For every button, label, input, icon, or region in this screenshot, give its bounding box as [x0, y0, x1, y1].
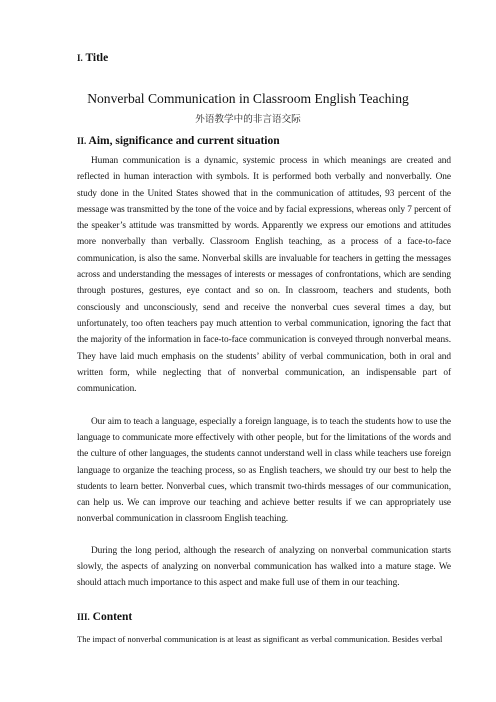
section-number: I. — [77, 53, 83, 63]
document-title: Nonverbal Communication in Classroom English Teaching — [87, 91, 409, 106]
paragraph-block — [77, 543, 451, 592]
section-number: III. — [77, 612, 90, 622]
section-heading-aim — [77, 134, 280, 148]
section-heading-content — [77, 610, 132, 624]
chinese-title: 外语教学中的非言语交际 — [195, 114, 301, 125]
section-heading-title — [77, 51, 108, 65]
section-heading-text: Title — [85, 52, 109, 64]
content-paragraph: The impact of nonverbal communication is at least as significant as verbal communication. Besides verbal — [77, 634, 443, 644]
paragraph: Our aim to teach a language, especially a foreign language, is to teach the students how to use the language to communicate more effectively with other people, but for the limitations of the words and the culture of other languages, the students cannot understand well in class while teachers use foreign language to organize the teaching process, so as English teachers, we should try our best to help the students to learn better. Nonverbal cues, which transmit two-thirds messages of our communication, can help us. We can improve our teaching and achieve better results if we can appropriately use nonverbal communication in classroom English teaching. — [77, 417, 451, 525]
paragraph: Human communication is a dynamic, systemic process in which meanings are created and reflected in human interaction with symbols. It is performed both verbally and nonverbally. One study done in the United States showed that in the communication of attitudes, 93 percent of the message was transmitted by the tone of the voice and by facial expressions, whereas only 7 percent of the speaker’s attitude was transmitted by words. Apparently we express our emotions and attitudes more nonverbally than verbally. Classroom English teaching, as a process of a face-to-face communication, is also the same. Nonverbal skills are invaluable for teachers in getting the messages across and understanding the messages of interests or messages of confrontations, which are sending through postures, gestures, eye contact and so on. In classroom, teachers and students, both consciously and unconsciously, send and receive the nonverbal cues several times a day, but unfortunately, too often teachers pay much attention to verbal communication, ignoring the fact that the majority of the information in face-to-face communication is conveyed through nonverbal means. They have laid much emphasis on the students’ ability of verbal communication, both in oral and written form, while neglecting that of nonverbal communication, an indispensable part of communication. — [77, 156, 451, 395]
section-heading-text: Aim, significance and current situation — [88, 135, 280, 147]
section-heading-text: Content — [92, 611, 133, 623]
paragraph: During the long period, although the research of analyzing on nonverbal communication starts slowly, the aspects of analyzing on nonverbal communication has walked into a mature stage. We should attach much importance to this aspect and make full use of them in our teaching. — [77, 546, 451, 589]
paragraph-block — [77, 414, 451, 527]
paragraph-block — [77, 153, 451, 397]
section-number: II. — [77, 136, 87, 146]
